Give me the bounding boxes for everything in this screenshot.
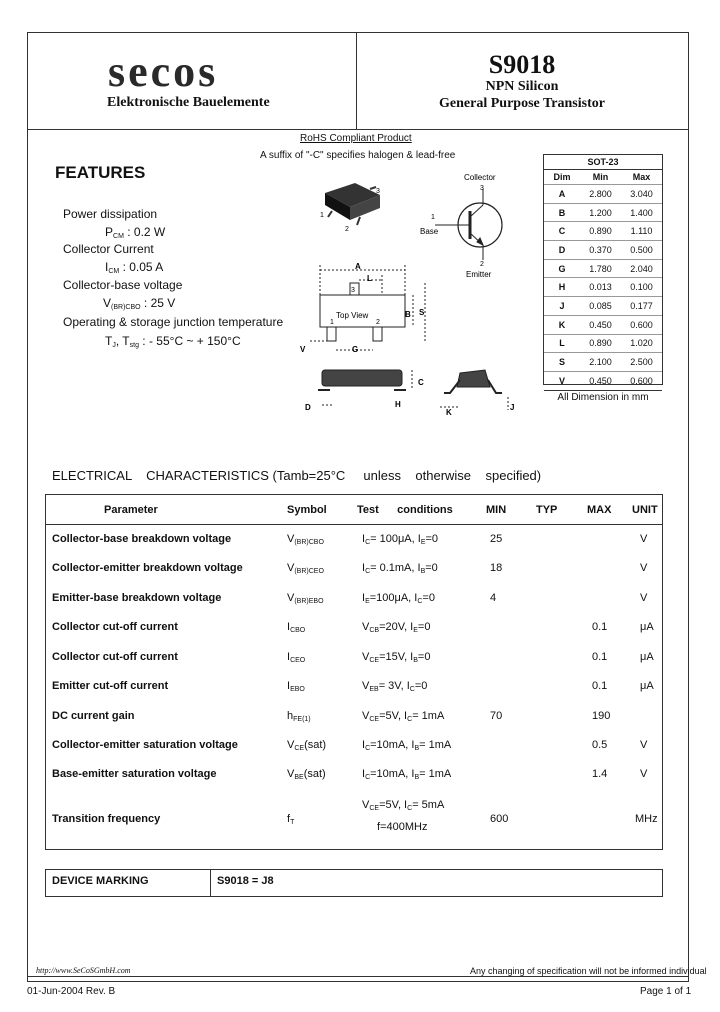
table-row: H 0.013 0.100: [544, 278, 662, 297]
row-symbol: $h_{FE(1)}$: [287, 710, 311, 723]
page-number: Page 1 of 1: [640, 986, 692, 997]
col-header-unit: UNIT: [632, 504, 658, 516]
svg-text:3: 3: [351, 287, 355, 294]
row-condition: $V_{CE}=5V$, $I_C= 5mA$: [362, 799, 445, 812]
svg-text:3: 3: [480, 185, 484, 192]
row-symbol: $f_T$: [287, 813, 295, 826]
table-row: B 1.200 1.400: [544, 203, 662, 222]
header-bottom-rule: [27, 129, 689, 130]
feature-value: $V_{(BR)CBO}$ : 25 V: [103, 296, 176, 311]
row-unit: V: [640, 533, 648, 545]
feature-label: Collector Current: [63, 242, 154, 256]
table-row: V 0.450 0.600: [544, 371, 662, 389]
row-parameter: Collector-emitter saturation voltage: [52, 739, 238, 751]
row-condition: $V_{EB}= 3V$, $I_C=0$: [362, 680, 428, 693]
electrical-title: ELECTRICAL CHARACTERISTICS (Tamb=25°C unless otherwise specified): [52, 468, 542, 483]
row-unit: V: [640, 562, 648, 574]
row-min: 600: [490, 813, 509, 825]
row-max: 0.1: [592, 680, 608, 692]
svg-text:K: K: [446, 408, 452, 417]
row-condition: $I_E=100\mu A$, $I_C=0$: [362, 592, 435, 605]
row-symbol: $I_{EBO}$: [287, 680, 305, 693]
row-symbol: $I_{CEO}$: [287, 651, 306, 664]
table-row: A 2.800 3.040: [544, 185, 662, 204]
row-symbol: $V_{(BR)EBO}$: [287, 592, 324, 605]
row-min: 18: [490, 562, 503, 574]
spec-change-note: Any changing of specification will not be informed individual: [470, 966, 707, 976]
company-name: Elektronische Bauelemente: [107, 95, 270, 110]
svg-text:V: V: [300, 345, 306, 354]
row-symbol: $I_{CBO}$: [287, 621, 306, 634]
table-row: D 0.370 0.500: [544, 241, 662, 260]
row-symbol: $V_{(BR)CBO}$: [287, 533, 324, 546]
svg-text:H: H: [395, 400, 401, 409]
feature-value: $T_J$, $T_{stg}$ : - 55°C ~ + 150°C: [105, 334, 241, 349]
row-parameter: Collector cut-off current: [52, 651, 178, 663]
row-symbol: $V_{(BR)CEO}$: [287, 562, 324, 575]
svg-text:C: C: [418, 378, 424, 387]
pkg-pin1: 1: [320, 212, 324, 219]
row-parameter: Collector cut-off current: [52, 621, 178, 633]
package-name: SOT-23: [544, 155, 662, 170]
row-condition: $V_{CE}=5V$, $I_C= 1mA$: [362, 710, 445, 723]
footer-rule: [27, 976, 688, 977]
col-header-min: MIN: [486, 504, 507, 516]
npn-transistor-icon: [435, 189, 502, 260]
col-header-conditions: Test conditions: [357, 504, 453, 516]
label-base: Base: [420, 227, 439, 236]
suffix-note: A suffix of "-C" specifies halogen & lead-free: [260, 150, 456, 161]
top-view-label: Top View: [336, 311, 369, 320]
row-min: 25: [490, 533, 503, 545]
table-row: K 0.450 0.600: [544, 315, 662, 334]
row-unit: V: [640, 739, 648, 751]
row-condition: $I_C= 100\mu A$, $I_E=0$: [362, 533, 439, 546]
col-header-max: MAX: [587, 504, 612, 516]
row-condition: $I_C= 0.1mA$, $I_B=0$: [362, 562, 438, 575]
row-condition-freq: f=400MHz: [377, 821, 428, 833]
row-max: 0.5: [592, 739, 608, 751]
table-row: G 1.780 2.040: [544, 259, 662, 278]
row-max: 190: [592, 710, 611, 722]
package-3d-icon: [325, 183, 380, 225]
dimension-table: [543, 154, 663, 403]
part-type: NPN Silicon: [485, 79, 559, 94]
pkg-pin2: 2: [345, 226, 349, 233]
svg-text:L: L: [367, 274, 372, 283]
row-max: 1.4: [592, 768, 608, 780]
marking-value: S9018 = J8: [217, 875, 274, 887]
svg-text:D: D: [305, 403, 311, 412]
row-unit: V: [640, 592, 648, 604]
svg-text:A: A: [355, 262, 361, 271]
row-unit: MHz: [635, 813, 658, 825]
row-max: 0.1: [592, 651, 608, 663]
svg-text:S: S: [419, 308, 425, 317]
row-parameter: Emitter cut-off current: [52, 680, 169, 692]
features-title: FEATURES: [55, 163, 146, 182]
dimension-footer: All Dimension in mm: [544, 390, 662, 403]
table-row: C 0.890 1.110: [544, 222, 662, 241]
row-unit: μA: [640, 651, 654, 663]
feature-value: $P_{CM}$ : 0.2 W: [105, 225, 166, 240]
table-row: J 0.085 0.177: [544, 297, 662, 316]
row-unit: V: [640, 768, 648, 780]
pkg-pin3: 3: [376, 188, 380, 195]
end-view-outline: [440, 370, 508, 410]
row-unit: μA: [640, 680, 654, 692]
row-parameter: Emitter-base breakdown voltage: [52, 592, 222, 604]
table-row: S 2.100 2.500: [544, 353, 662, 372]
svg-text:2: 2: [376, 319, 380, 326]
svg-text:1: 1: [431, 214, 435, 221]
feature-label: Operating & storage junction temperature: [63, 315, 284, 329]
row-parameter: DC current gain: [52, 710, 135, 722]
row-parameter: Collector-base breakdown voltage: [52, 533, 232, 545]
row-condition: $V_{CB}=20V$, $I_E=0$: [362, 621, 431, 634]
label-emitter: Emitter: [466, 270, 492, 279]
row-condition: $I_C=10mA$, $I_B= 1mA$: [362, 739, 452, 752]
row-symbol: $V_{BE}(sat)$: [287, 768, 326, 781]
svg-text:1: 1: [330, 319, 334, 326]
feature-label: Power dissipation: [63, 207, 158, 221]
row-min: 70: [490, 710, 503, 722]
row-max: 0.1: [592, 621, 608, 633]
col-header-typ: TYP: [536, 504, 558, 516]
feature-value: $I_{CM}$ : 0.05 A: [105, 260, 164, 275]
electrical-table: [45, 494, 663, 850]
dim-header: Min: [592, 172, 609, 182]
svg-text:2: 2: [480, 261, 484, 268]
marking-divider: [210, 869, 211, 897]
label-collector: Collector: [464, 173, 496, 182]
col-header-parameter: Parameter: [104, 504, 158, 516]
row-unit: μA: [640, 621, 654, 633]
svg-text:G: G: [352, 345, 359, 354]
row-parameter: Transition frequency: [52, 813, 161, 825]
header-rule: [45, 524, 662, 525]
svg-text:J: J: [510, 403, 515, 412]
row-symbol: $V_{CE}(sat)$: [287, 739, 327, 752]
dim-header: Dim: [553, 172, 571, 182]
company-logo: secos: [108, 47, 219, 96]
dim-header: Max: [632, 172, 651, 182]
rohs-note: RoHS Compliant Product: [300, 133, 412, 144]
row-parameter: Base-emitter saturation voltage: [52, 768, 217, 780]
col-header-symbol: Symbol: [287, 504, 327, 516]
revision-date: 01-Jun-2004 Rev. B: [27, 986, 116, 997]
package-diagram: [300, 165, 540, 420]
row-parameter: Collector-emitter breakdown voltage: [52, 562, 243, 574]
website-link[interactable]: http://www.SeCoSGmbH.com: [36, 966, 131, 975]
marking-label: DEVICE MARKING: [52, 875, 149, 887]
row-min: 4: [490, 592, 497, 604]
part-number: S9018: [488, 50, 556, 79]
svg-text:B: B: [405, 310, 411, 319]
row-condition: $V_{CE}=15V$, $I_B=0$: [362, 651, 431, 664]
row-condition: $I_C=10mA$, $I_B= 1mA$: [362, 768, 452, 781]
feature-label: Collector-base voltage: [63, 278, 183, 292]
part-description: General Purpose Transistor: [439, 96, 605, 111]
table-row: L 0.890 1.020: [544, 334, 662, 353]
